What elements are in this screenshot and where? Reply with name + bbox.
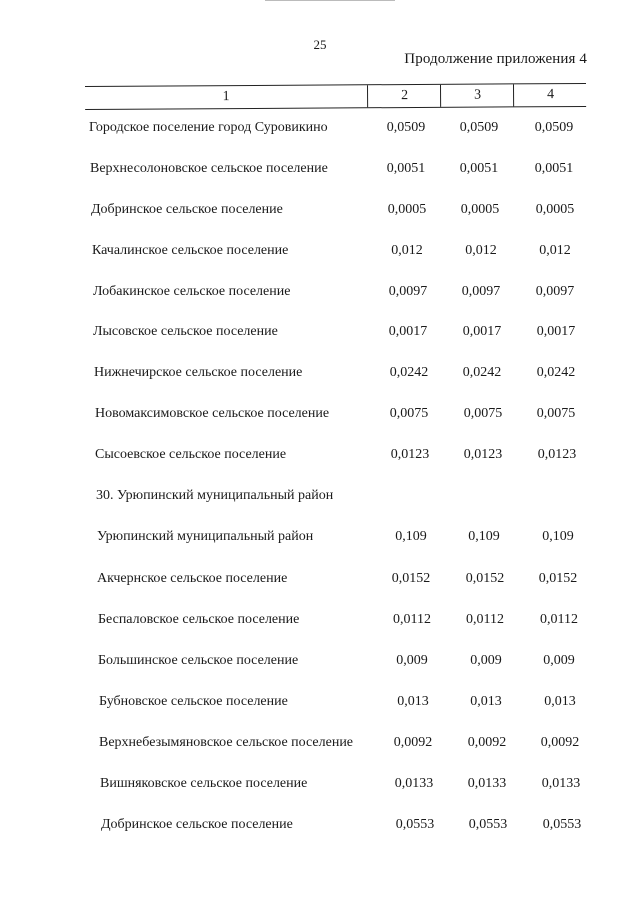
header-col-2: 2 [367,85,441,107]
row-value-col3: 0,0242 [462,365,502,380]
row-name: Сысоевское сельское поселение [95,447,287,462]
row-value-col2: 0,0242 [389,365,429,380]
row-value-col2: 0,0152 [391,571,431,586]
row-value-col2: 0,0112 [393,612,431,627]
row-name: Городское поселение город Суровикино [89,120,328,135]
row-value-col3: 0,0553 [468,817,508,832]
row-value-col4: 0,013 [544,694,576,709]
row-value-col4: 0,0242 [536,365,576,380]
row-name: Беспаловское сельское поселение [98,612,300,627]
row-value-col4: 0,012 [539,243,571,258]
row-value-col4: 0,0017 [536,324,576,339]
row-value-col4: 0,0553 [542,817,582,832]
row-value-col2: 0,109 [395,529,427,544]
row-value-col3: 0,0509 [459,120,499,135]
scan-edge-line [265,0,395,1]
row-value-col2: 0,0097 [388,284,428,299]
row-value-col4: 0,109 [542,529,574,544]
row-name: Лысовское сельское поселение [93,324,278,339]
row-name: Вишняковское сельское поселение [100,776,308,791]
row-value-col2: 0,0123 [390,447,430,462]
row-value-col2: 0,012 [391,243,423,258]
row-value-col3: 0,0152 [465,571,505,586]
row-value-col4: 0,0133 [541,776,581,791]
row-name: Бубновское сельское поселение [99,694,288,709]
header-col-4: 4 [513,84,587,106]
row-value-col3: 0,109 [468,529,500,544]
row-value-col2: 0,013 [397,694,429,709]
row-name: Новомаксимовское сельское поселение [95,406,330,421]
row-value-col4: 0,0097 [535,284,575,299]
row-value-col2: 0,0017 [388,324,428,339]
row-value-col4: 0,0051 [534,161,574,176]
row-value-col4: 0,0123 [537,447,577,462]
row-name: Верхнесолоновское сельское поселение [90,161,328,176]
row-value-col2: 0,009 [396,653,428,668]
row-value-col4: 0,0092 [540,735,580,750]
header-col-3: 3 [440,84,514,106]
page-number: 25 [313,37,327,52]
row-value-col3: 0,0075 [463,406,503,421]
row-value-col2: 0,0133 [394,776,434,791]
row-name: Урюпинский муниципальный район [97,529,314,544]
row-value-col3: 0,0017 [462,324,502,339]
row-value-col3: 0,0092 [467,735,507,750]
row-value-col4: 0,0005 [535,202,575,217]
row-name: Нижнечирское сельское поселение [94,365,303,380]
row-name: Качалинское сельское поселение [92,243,289,258]
row-value-col4: 0,0509 [534,120,574,135]
row-value-col3: 0,013 [470,694,502,709]
row-name: Лобакинское сельское поселение [93,284,291,299]
row-value-col2: 0,0092 [393,735,433,750]
row-value-col3: 0,0123 [463,447,503,462]
row-value-col4: 0,0152 [538,571,578,586]
row-value-col4: 0,0075 [536,406,576,421]
row-value-col3: 0,0051 [459,161,499,176]
row-name: 30. Урюпинский муниципальный район [96,488,334,503]
row-name: Добринское сельское поселение [91,202,283,217]
row-value-col3: 0,0097 [461,284,501,299]
row-value-col2: 0,0051 [386,161,426,176]
row-value-col3: 0,0133 [467,776,507,791]
header-col-1: 1 [222,89,230,105]
row-name: Верхнебезымяновское сельское поселение [99,735,354,750]
row-value-col2: 0,0075 [389,406,429,421]
row-value-col4: 0,009 [543,653,575,668]
row-value-col3: 0,0112 [466,612,504,627]
row-value-col3: 0,012 [465,243,497,258]
row-name: Большинское сельское поселение [98,653,299,668]
row-value-col4: 0,0112 [540,612,578,627]
row-name: Акчернское сельское поселение [97,571,288,586]
row-value-col3: 0,0005 [460,202,500,217]
row-value-col2: 0,0005 [387,202,427,217]
row-value-col2: 0,0509 [386,120,426,135]
continuation-title: Продолжение приложения 4 [404,51,587,67]
row-value-col3: 0,009 [470,653,502,668]
row-value-col2: 0,0553 [395,817,435,832]
table-header [85,83,586,110]
row-name: Добринское сельское поселение [101,817,293,832]
